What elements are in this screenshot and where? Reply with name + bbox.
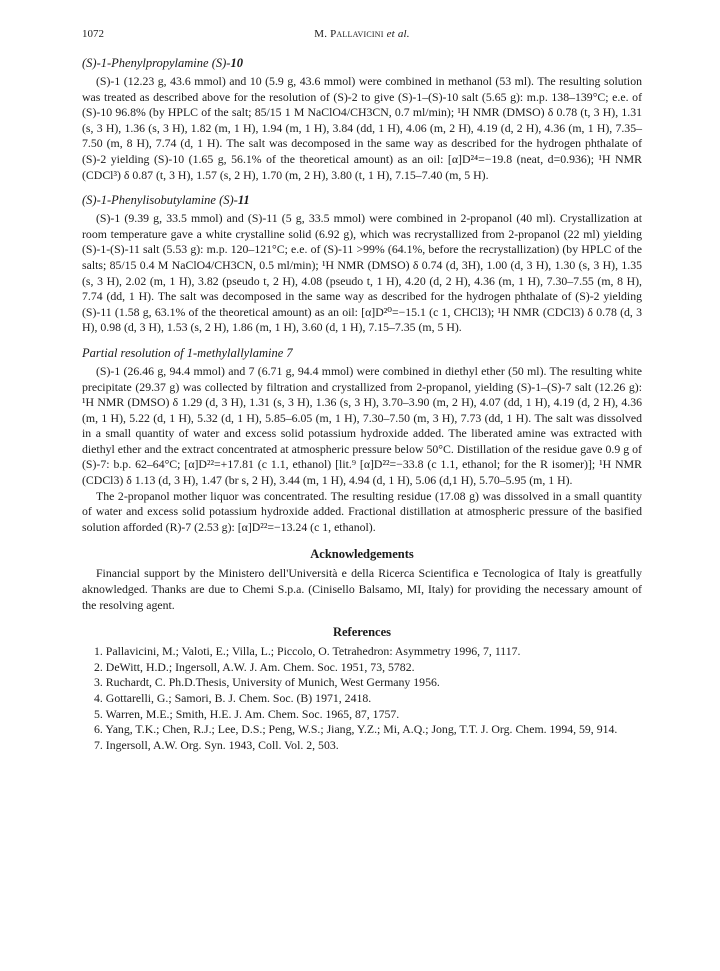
paper-page (82, 28, 642, 753)
reference-item: 3. Ruchardt, C. Ph.D.Thesis, University of Munich, West Germany 1956. (94, 675, 440, 690)
section-heading-methylallylamine: Partial resolution of 1-methylallylamine 7 (82, 345, 293, 360)
section-heading-phenylisobutylamine: (S)-1-Phenylisobutylamine (S)-11 (82, 193, 250, 208)
running-head-etal: et al. (386, 28, 410, 40)
running-head (82, 28, 642, 40)
reference-item: 7. Ingersoll, A.W. Org. Syn. 1943, Coll. Vol. 2, 503. (94, 737, 339, 752)
section-heading-phenylpropylamine: (S)-1-Phenylpropylamine (S)-10 (82, 56, 243, 70)
page-header (82, 28, 642, 46)
reference-item: 1. Pallavicini, M.; Valoti, E.; Villa, L.; Piccolo, O. Tetrahedron: Asymmetry 1996, 7, 1117. (94, 644, 521, 659)
reference-item: 6. Yang, T.K.; Chen, R.J.; Lee, D.S.; Peng, W.S.; Jiang, Y.Z.; Mi, A.Q.; Jong, T.T. J. Org. Chem. 1994, 59, 914. (94, 722, 618, 737)
references-heading: References (332, 625, 392, 640)
references-list (82, 644, 642, 753)
paragraph-methylallylamine-1: (S)-1 (26.46 g, 94.4 mmol) and 7 (6.71 g, 94.4 mmol) were combined in diethyl ether (50 ml). The resulting white precipitate (29.37 g) was collected by filtration and crystallized from 2-propanol, yielding (S)-1–(S)-7 salt (12.26 g): ¹H NMR (DMSO) δ 1.29 (d, 3 H), 1.31 (s, 3 H), 1.36 (s, 3 H), 3.70–3.90 (m, 2 H), 4.07 (dd, 1 H), 4.19 (d, 2 H), 4.36 (m, 1 H), 5.22 (d, 1 H), 5.32 (d, 1 H), 5.85–6.05 (m, 1 H), 7.30–7.50 (m, 3 H), 7.73 (dd, 1 H). The salt was dissolved in a small quantity of water and excess solid potassium hydroxide added. The liberated amine was extracted with diethyl ether and the extract concentrated at atmospheric pressure below 50°C. Distillation of the residue gave 0.9 g of (S)-7: b.p. 62–64°C; [α]D²²=+17.81 (c 1.1, ethanol) [lit.⁹ [α]D²²=−33.8 (c 1.1, ethanol; for the R isomer)]; ¹H NMR (CDCl3) δ 1.13 (d, 3 H), 1.47 (br s, 2 H), 3.44 (m, 1 H), 4.94 (d, 1 H), 5.06 (d,1 H), 5.70–5.95 (m, 1 H). (82, 363, 642, 488)
running-head-author: M. Pallavicini (314, 28, 384, 40)
reference-item: 2. DeWitt, H.D.; Ingersoll, A.W. J. Am. Chem. Soc. 1951, 73, 5782. (94, 659, 415, 674)
paragraph-phenylisobutylamine: (S)-1 (9.39 g, 33.5 mmol) and (S)-11 (5 g, 33.5 mmol) were combined in 2-propanol (40 ml). Crystallization at room temperature gave a white crystalline solid (6.92 g), which was recrystallized from 2-propanol (22 ml) yielding (S)-1-(S)-11 salt (5.53 g): m.p. 120–121°C; e.e. of (S)-11 >99% (64.1%, before the recrystallization) (by HPLC of the salts; 85/15 0.4 M NaClO4/CH3CN, 0.5 ml/min); ¹H NMR (DMSO) δ 0.74 (d, 3H), 1.00 (d, 3 H), 1.30 (s, 3 H), 1.35 (s, 3 H), 2.02 (m, 1 H), 3.82 (pseudo t, 2 H), 4.08 (pseudo t, 1 H), 4.20 (d, 2 H), 4.36 (m, 1 H), 7.30–7.55 (m, 8 H), 7.74 (dd, 1 H). The salt was decomposed in the same way as described for the hydrogen phthalate of (S)-2 yielding (S)-11 (1.58 g, 63.1% of the theoretical amount) as an oil: [α]D²⁰=−15.1 (c 1, CHCl3); ¹H NMR (CDCl3) δ 0.78 (d, 3 H), 0.98 (d, 3 H), 1.53 (s, 2 H), 1.86 (m, 1 H), 3.60 (d, 1 H), 7.15–7.35 (m, 5 H). (82, 211, 642, 335)
acknowledgements-text: Financial support by the Ministero dell'Università e della Ricerca Scientifica e Tecnologica of Italy is greatfully aknowledged. Thanks are due to Chemi S.p.a. (Cinisello Balsamo, MI, Italy) for providing the necessary amount of the resolving agent. (82, 566, 642, 612)
reference-item: 4. Gottarelli, G.; Samori, B. J. Chem. Soc. (B) 1971, 2418. (94, 691, 372, 705)
reference-item: 5. Warren, M.E.; Smith, H.E. J. Am. Chem. Soc. 1965, 87, 1757. (94, 706, 400, 721)
paragraph-methylallylamine-2: The 2-propanol mother liquor was concentrated. The resulting residue (17.08 g) was dissolved in a small quantity of water and excess solid potassium hydroxide added. Fractional distillation at atmospheric pressure of the basified solution afforded (R)-7 (2.53 g): [α]D²²=−13.24 (c 1, ethanol). (82, 488, 642, 534)
page-number: 1072 (82, 28, 104, 40)
paragraph-phenylpropylamine: (S)-1 (12.23 g, 43.6 mmol) and 10 (5.9 g, 43.6 mmol) were combined in methanol (53 ml). The resulting solution was treated as described above for the resolution of (S)-2 to give (S)-1–(S)-10 salt (5.65 g): m.p. 138–139°C; e.e. of (S)-10 96.8% (by HPLC of the salt; 85/15 1 M NaClO4/CH3CN, 0.7 ml/min); ¹H NMR (DMSO) δ 0.78 (t, 3 H), 1.31 (s, 3 H), 1.36 (s, 3 H), 1.82 (m, 1 H), 1.94 (m, 1 H), 3.84 (dd, 1 H), 4.06 (m, 2 H), 4.19 (d, 2 H), 4.36 (m, 1 H), 7.35–7.50 (m, 8 H), 7.74 (d, 1 H). The salt was decomposed in the same way as described for the hydrogen phthalate of (S)-2 yielding (S)-10 (1.65 g, 56.1% of the theoretical amount) as an oil: [α]D²⁴=−19.8 (neat, d=0.936); ¹H NMR (CDCl³) δ 0.87 (t, 3 H), 1.57 (s, 2 H), 1.70 (m, 2 H), 3.80 (t, 1 H), 7.15–7.40 (m, 5 H). (82, 74, 642, 182)
acknowledgements-heading: Acknowledgements (310, 547, 414, 562)
